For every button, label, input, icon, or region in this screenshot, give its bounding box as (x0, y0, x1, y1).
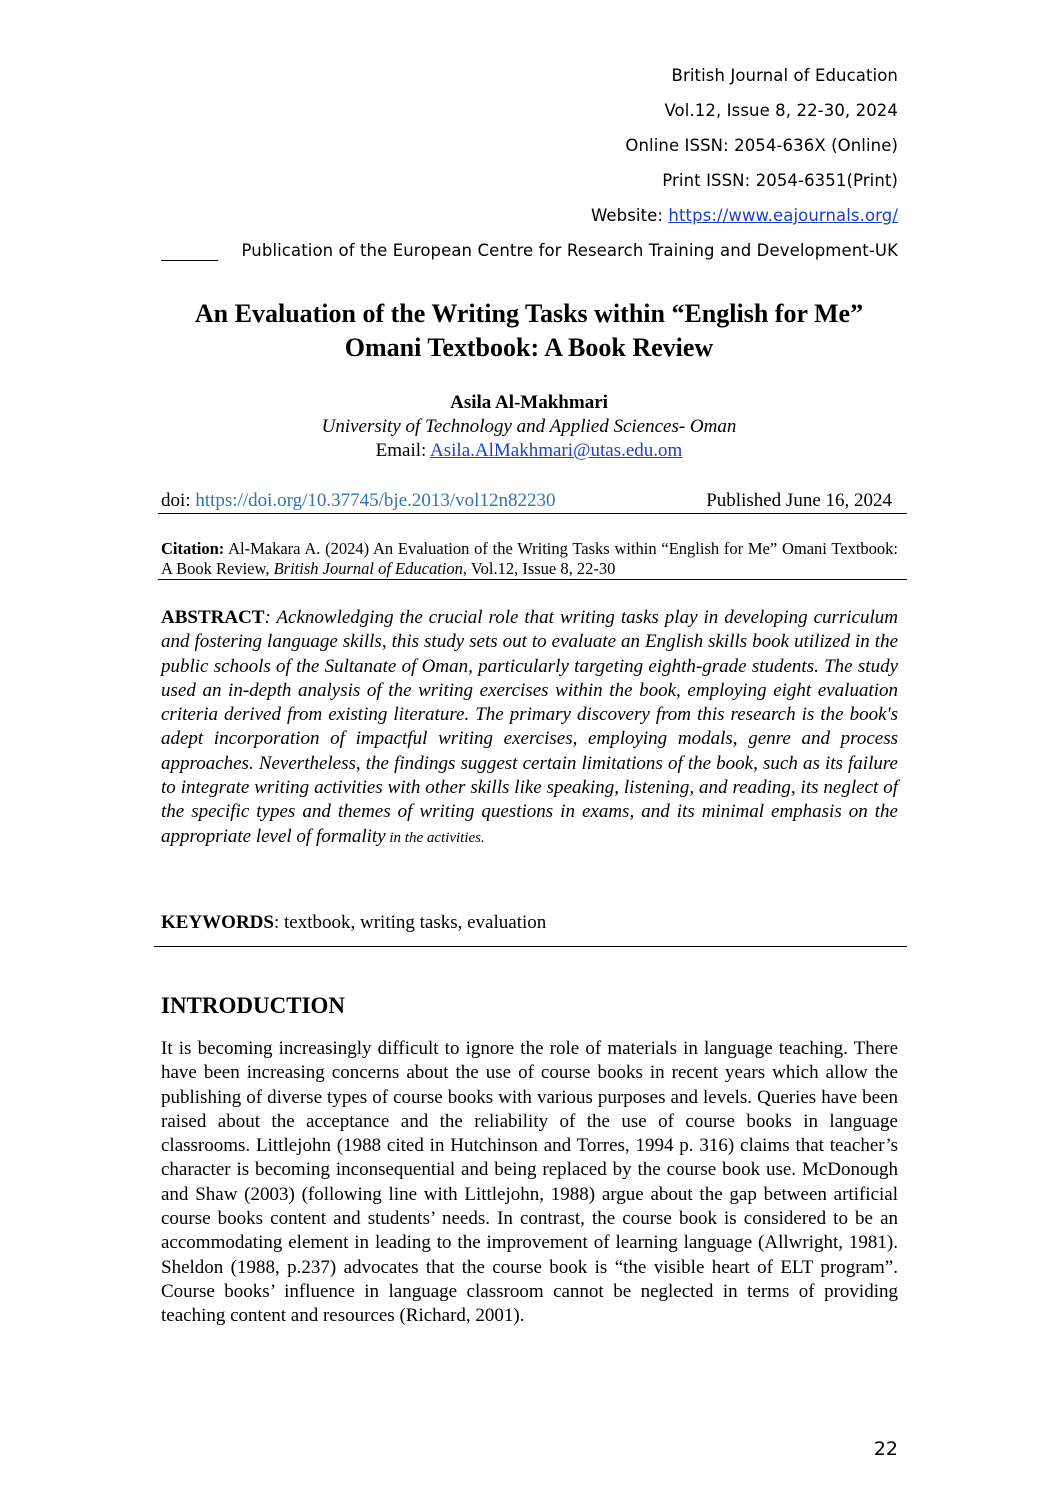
citation-text-end: , Vol.12, Issue 8, 22-30 (462, 559, 616, 578)
website-label: Website: (590, 206, 669, 225)
citation-text: Al-Makara A. (2024) An Evaluation of the Writing Tasks within “English for Me” Omani Textbook: A Book Review, (161, 539, 898, 578)
email-label: Email: (375, 440, 431, 461)
journal-name: British Journal of Education (671, 66, 898, 85)
author-affiliation: University of Technology and Applied Sciences- Oman (321, 416, 737, 437)
website-link[interactable]: https://www.eajournals.org/ (668, 206, 898, 225)
title-line-2: Omani Textbook: A Book Review (344, 333, 714, 362)
doi-link[interactable]: https://doi.org/10.37745/bje.2013/vol12n82230 (195, 490, 556, 511)
doi-rule (158, 513, 907, 514)
author-name: Asila Al-Makhmari (450, 392, 608, 413)
introduction-body: It is becoming increasingly difficult to ignore the role of materials in language teaching. There have been increasing concerns about the use of course books in recent years which allow the publishing of diverse types of course books with various purposes and levels. Queries have been raised about the acceptance and the reliability of the use of course books in language classrooms. Littlejohn (1988 cited in Hutchinson and Torres, 1994 p. 316) claims that teacher’s character is becoming inconsequential and being replaced by the course book use. McDonough and Shaw (2003) (following line with Littlejohn, 1988) argue about the gap between artificial course books content and students’ needs. In contrast, the course book is considered to be an accommodating element in leading to the improvement of learning language (Allwright, 1981). Sheldon (1988, p.237) advocates that the course book is “the visible heart of ELT program”. Course books’ influence in language classroom cannot be neglected in terms of providing teaching content and resources (Richard, 2001). (161, 1038, 898, 1327)
website-line (591, 206, 898, 225)
volume-issue: Vol.12, Issue 8, 22-30, 2024 (664, 101, 898, 120)
email-link[interactable]: Asila.AlMakhmari@utas.edu.om (430, 440, 683, 461)
keywords-rule (154, 946, 907, 947)
abstract-label: ABSTRACT (161, 607, 265, 628)
abstract (161, 606, 898, 850)
keywords (161, 912, 546, 934)
citation-label: Citation: (161, 539, 225, 558)
published-date: Published June 16, 2024 (706, 490, 892, 511)
header-rule (161, 260, 218, 261)
abstract-colon: : (264, 607, 271, 628)
doi-label: doi: (161, 490, 196, 511)
doi-line (161, 490, 555, 512)
section-heading-introduction: INTRODUCTION (161, 993, 346, 1018)
author-email-line (120, 440, 938, 462)
page-number: 22 (873, 1438, 898, 1460)
print-issn: Print ISSN: 2054-6351(Print) (662, 171, 898, 190)
citation-rule (158, 579, 907, 580)
online-issn: Online ISSN: 2054-636X (Online) (625, 136, 898, 155)
publisher-line: Publication of the European Centre for Research Training and Development-UK (241, 241, 898, 260)
citation (161, 539, 898, 579)
keywords-label: KEYWORDS (161, 912, 274, 933)
abstract-tail: in the activities. (385, 829, 485, 846)
title-line-1: An Evaluation of the Writing Tasks within “English for Me” (194, 299, 864, 328)
paper-title (120, 297, 938, 365)
abstract-body: Acknowledging the crucial role that writing tasks play in developing curriculum and fostering language skills, this study sets out to evaluate an English skills book utilized in the public schools of the Sultanate of Oman, particularly targeting eighth-grade students. The study used an in-depth analysis of the writing exercises within the book, employing eight evaluation criteria derived from existing literature. The primary discovery from this research is the book's adept incorporation of impactful writing exercises, employing modals, genre and process approaches. Nevertheless, the findings suggest certain limitations of the book, such as its failure to integrate writing activities with other skills like speaking, listening, and reading, its neglect of the specific types and themes of writing questions in exams, and its minimal emphasis on the appropriate level of formality (161, 607, 898, 847)
keywords-text: : textbook, writing tasks, evaluation (273, 912, 547, 933)
citation-journal: British Journal of Education (273, 559, 463, 578)
